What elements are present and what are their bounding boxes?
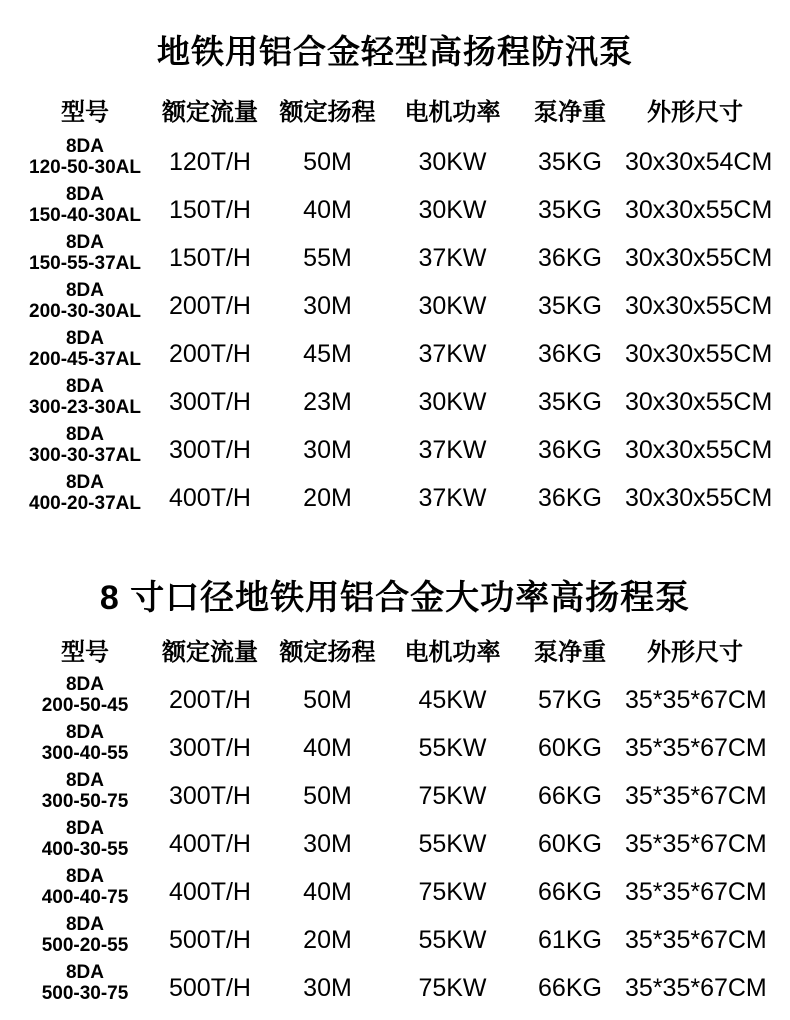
power-cell: 55KW [418,829,487,858]
model-number: 500-20-55 [41,935,129,956]
head-cell: 40M [303,733,352,762]
size-cell: 30x30x55CM [625,387,773,416]
flow-cell: 120T/H [169,147,251,176]
size-cell: 35*35*67CM [625,829,767,858]
weight-cell: 60KG [538,829,602,858]
model-series: 8DA [65,914,104,936]
weight-cell: 57KG [538,685,602,714]
table-row [0,326,790,374]
head-cell: 50M [303,147,352,176]
flow-cell: 300T/H [169,435,251,464]
model-cell [15,723,155,764]
model-number: 300-40-55 [41,743,129,764]
model-cell [15,281,155,322]
size-cell: 30x30x55CM [625,339,773,368]
model-series: 8DA [65,376,104,398]
size-cell: 30x30x55CM [625,195,773,224]
model-series: 8DA [65,136,104,158]
model-cell [15,425,155,466]
model-number: 400-20-37AL [29,493,141,514]
header-flow: 额定流量 [162,638,258,666]
size-cell: 35*35*67CM [625,781,767,810]
table-row [0,278,790,326]
header-model: 型号 [61,98,109,126]
head-cell: 40M [303,195,352,224]
table-row [0,912,790,960]
model-series: 8DA [65,818,104,840]
weight-cell: 35KG [538,147,602,176]
table-row [0,422,790,470]
flow-cell: 300T/H [169,781,251,810]
power-cell: 37KW [418,243,487,272]
table-title-high-power-pumps: 8 寸口径地铁用铝合金大功率高扬程泵 [99,579,691,617]
flow-cell: 150T/H [169,195,251,224]
power-cell: 55KW [418,733,487,762]
flow-cell: 200T/H [169,339,251,368]
table-row [0,134,790,182]
table-title-light-pumps: 地铁用铝合金轻型高扬程防汛泵 [157,33,633,70]
flow-cell: 400T/H [169,829,251,858]
model-number: 300-23-30AL [29,397,141,418]
model-number: 300-30-37AL [29,445,141,466]
table-row [0,672,790,720]
power-cell: 37KW [418,435,487,464]
model-cell [15,963,155,1004]
header-size: 外形尺寸 [647,638,743,666]
power-cell: 75KW [418,781,487,810]
size-cell: 35*35*67CM [625,925,767,954]
model-number: 400-30-55 [41,839,129,860]
weight-cell: 66KG [538,877,602,906]
power-cell: 37KW [418,339,487,368]
table-row [0,374,790,422]
model-number: 200-45-37AL [29,349,141,370]
power-cell: 30KW [418,387,487,416]
head-cell: 20M [303,925,352,954]
model-cell [15,473,155,514]
table-row [0,816,790,864]
model-number: 300-50-75 [41,791,129,812]
header-model: 型号 [61,638,109,666]
head-cell: 23M [303,387,352,416]
weight-cell: 66KG [538,973,602,1002]
power-cell: 30KW [418,195,487,224]
power-cell: 55KW [418,925,487,954]
size-cell: 35*35*67CM [625,973,767,1002]
weight-cell: 60KG [538,733,602,762]
head-cell: 30M [303,435,352,464]
weight-cell: 66KG [538,781,602,810]
weight-cell: 36KG [538,243,602,272]
model-number: 500-30-75 [41,983,129,1004]
model-series: 8DA [65,770,104,792]
model-series: 8DA [65,328,104,350]
header-flow: 额定流量 [162,98,258,126]
model-number: 150-40-30AL [29,205,141,226]
table-body [0,134,790,518]
model-number: 120-50-30AL [29,157,141,178]
table-row [0,182,790,230]
power-cell: 75KW [418,973,487,1002]
model-number: 200-50-45 [41,695,129,716]
model-cell [15,771,155,812]
head-cell: 30M [303,291,352,320]
model-series: 8DA [65,674,104,696]
table-row [0,768,790,816]
header-weight: 泵净重 [534,98,606,126]
power-cell: 75KW [418,877,487,906]
table-header-row [0,626,790,672]
flow-cell: 200T/H [169,291,251,320]
model-series: 8DA [65,962,104,984]
head-cell: 55M [303,243,352,272]
table-header-row [0,84,790,134]
size-cell: 35*35*67CM [625,877,767,906]
flow-cell: 300T/H [169,387,251,416]
weight-cell: 36KG [538,339,602,368]
model-series: 8DA [65,472,104,494]
model-series: 8DA [65,280,104,302]
model-cell [15,137,155,178]
weight-cell: 35KG [538,387,602,416]
table-row [0,230,790,278]
header-head: 额定扬程 [279,638,376,666]
model-cell [15,819,155,860]
table-row [0,470,790,518]
head-cell: 20M [303,483,352,512]
flow-cell: 300T/H [169,733,251,762]
flow-cell: 500T/H [169,973,251,1002]
model-cell [15,675,155,716]
head-cell: 40M [303,877,352,906]
model-number: 400-40-75 [41,887,129,908]
model-series: 8DA [65,866,104,888]
weight-cell: 61KG [538,925,602,954]
head-cell: 30M [303,973,352,1002]
size-cell: 30x30x55CM [625,243,773,272]
weight-cell: 36KG [538,435,602,464]
flow-cell: 200T/H [169,685,251,714]
head-cell: 45M [303,339,352,368]
table-row [0,960,790,1008]
head-cell: 30M [303,829,352,858]
flow-cell: 400T/H [169,483,251,512]
header-head: 额定扬程 [279,98,376,126]
table-row [0,864,790,912]
power-cell: 30KW [418,291,487,320]
head-cell: 50M [303,685,352,714]
size-cell: 35*35*67CM [625,685,767,714]
weight-cell: 35KG [538,291,602,320]
table-body [0,672,790,1008]
model-series: 8DA [65,424,104,446]
model-number: 150-55-37AL [29,253,141,274]
header-power: 电机功率 [404,98,501,126]
weight-cell: 36KG [538,483,602,512]
model-cell [15,377,155,418]
model-series: 8DA [65,232,104,254]
model-cell [15,185,155,226]
table-row [0,720,790,768]
model-number: 200-30-30AL [29,301,141,322]
size-cell: 30x30x55CM [625,291,773,320]
size-cell: 30x30x55CM [625,435,773,464]
model-series: 8DA [65,184,104,206]
size-cell: 30x30x55CM [625,483,773,512]
flow-cell: 150T/H [169,243,251,272]
model-cell [15,233,155,274]
model-series: 8DA [65,722,104,744]
table-section-high-power-pumps [0,574,790,1008]
flow-cell: 400T/H [169,877,251,906]
power-cell: 37KW [418,483,487,512]
power-cell: 45KW [418,685,487,714]
model-cell [15,915,155,956]
size-cell: 30x30x54CM [625,147,773,176]
header-size: 外形尺寸 [647,98,743,126]
model-cell [15,329,155,370]
header-power: 电机功率 [404,638,501,666]
flow-cell: 500T/H [169,925,251,954]
header-weight: 泵净重 [534,638,606,666]
head-cell: 50M [303,781,352,810]
weight-cell: 35KG [538,195,602,224]
model-cell [15,867,155,908]
table-section-light-pumps [0,28,790,518]
power-cell: 30KW [418,147,487,176]
size-cell: 35*35*67CM [625,733,767,762]
